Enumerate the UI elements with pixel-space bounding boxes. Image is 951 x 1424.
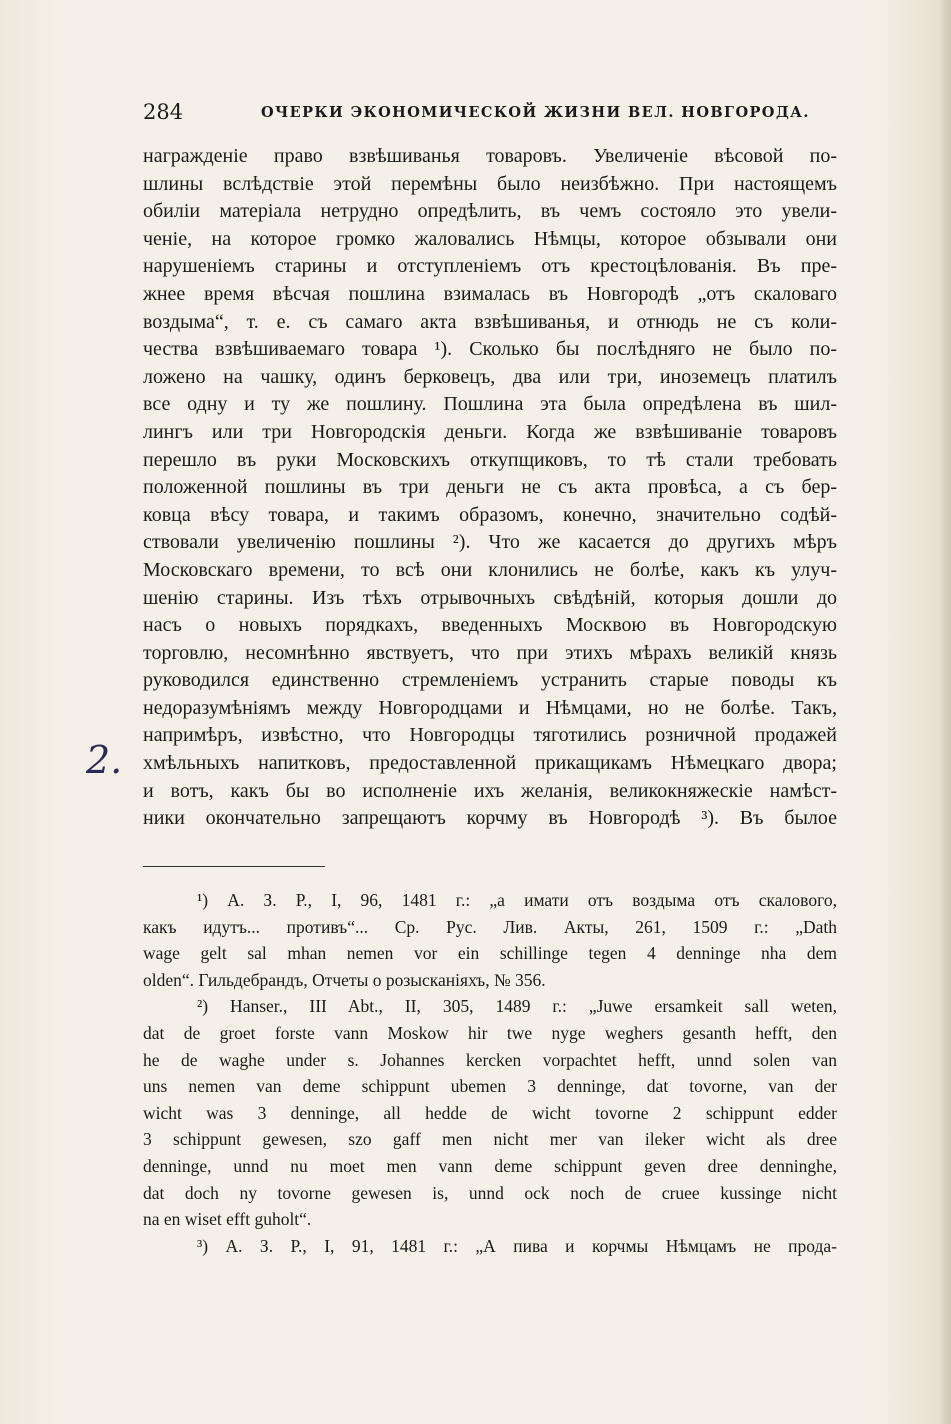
body-line: насъ о новыхъ порядкахъ, введенныхъ Москвою въ Новгородскую: [143, 614, 837, 637]
body-line: ковца вѣсу товара, и такимъ образомъ, конечно, значительно содѣй-: [143, 503, 837, 526]
body-line: ники окончательно запрещаютъ корчму въ Новгородѣ ³). Въ былое: [143, 807, 837, 830]
body-line: перешло въ руки Московскихъ откупщиковъ, то тѣ стали требовать: [143, 448, 837, 471]
body-line: торговлю, несомнѣнно явствуетъ, что при этихъ мѣрахъ великій князь: [143, 641, 837, 664]
body-line: Московскаго времени, то всѣ они клонились не болѣе, какъ къ улуч-: [143, 558, 837, 581]
footnote-line: ³) А. З. Р., I, 91, 1481 г.: „А пива и корчмы Нѣмцамъ не прода-: [197, 1235, 837, 1256]
footnote-line: dat doch ny tovorne gewesen is, unnd ock noch de cruee kussinge nicht: [143, 1182, 837, 1203]
footnote-line: he de waghe under s. Johannes kercken vorpachtet hefft, unnd solen van: [143, 1049, 837, 1070]
footnote-line: ¹) А. З. Р., I, 96, 1481 г.: „а имати отъ воздыма отъ скаловoго,: [197, 890, 837, 910]
page-edge: [937, 0, 951, 1424]
body-line: обиліи матеріала нетрудно опредѣлить, въ чемъ состояло это увели-: [143, 200, 837, 223]
body-text: [143, 143, 837, 833]
body-line: напримѣръ, извѣстно, что Новгородцы тяготились розничной продажей: [143, 724, 837, 747]
footnote-line: denninge, unnd nu moet men vann deme schippunt geven dree denninghe,: [143, 1155, 837, 1176]
page-header: [143, 98, 843, 132]
footnote-line: ²) Hanser., III Abt., II, 305, 1489 г.: „Juwe ersamkeit sall weten,: [197, 996, 837, 1017]
body-line: и вотъ, какъ бы во исполненіе ихъ желанія, великокняжескіе намѣст-: [143, 779, 837, 802]
footnote-line: 3 schippunt gewesen, szo gaff men nicht mer van ileker wicht als dree: [143, 1129, 837, 1150]
body-line: нарушеніемъ старины и отступленіемъ отъ крестоцѣлованія. Въ пре-: [143, 255, 837, 278]
body-line: недоразумѣніямъ между Новгородцами и Нѣмцами, но не болѣе. Такъ,: [143, 696, 837, 719]
body-line: жнее время вѣсчая пошлина взималась въ Новгородѣ „отъ скаловаго: [143, 282, 837, 305]
body-line: воздыма“, т. е. съ самаго акта взвѣшиванья, и отнюдь не съ коли-: [143, 310, 837, 333]
footnote-line: wage gelt sal mhan nemen vor ein schillinge tegen 4 denninge nha dem: [143, 943, 837, 964]
body-line: шенію старины. Изъ тѣхъ отрывочныхъ свѣдѣній, которыя дошли до: [143, 586, 837, 609]
marginal-handwritten-note: 2.: [86, 738, 123, 782]
body-line: положенной пошлины въ три деньги не съ акта провѣса, а съ бер-: [143, 476, 837, 499]
footnote-line: na en wiset efft guholt“.: [143, 1209, 312, 1230]
running-title: ОЧЕРКИ ЭКОНОМИЧЕСКОЙ ЖИЗНИ ВЕЛ. НОВГОРОДА.: [261, 104, 810, 121]
footnote-divider: [143, 866, 325, 867]
body-line: шлины вслѣдствіе этой перемѣны было неизбѣжно. При настоящемъ: [143, 172, 837, 195]
body-line: ложено на чашку, одинъ берковецъ, два или три, иноземецъ платилъ: [143, 365, 837, 388]
footnote-line: olden“. Гильдебрандъ, Отчеты о розысканіяхъ, № 356.: [143, 969, 546, 990]
body-line: ченіе, на которое громко жаловались Нѣмцы, которое обзывали они: [143, 227, 837, 250]
body-line: лингъ или три Новгородскія деньги. Когда же взвѣшиваніе товаровъ: [143, 420, 837, 443]
footnote-line: dat de groet forste vann Moskow hir twe nyge weghers gesanth hefft, den: [143, 1022, 837, 1043]
body-line: руководился единственно стремленіемъ устранить старые поводы къ: [143, 669, 837, 692]
body-line: хмѣльныхъ напитковъ, предоставленной прикащикамъ Нѣмецкаго двора;: [143, 752, 837, 775]
body-line: чества взвѣшиваемаго товара ¹). Сколько бы послѣдняго не было по-: [143, 338, 837, 361]
footnotes: [143, 887, 837, 1259]
footnote-line: wicht was 3 denninge, all hedde de wicht tovorne 2 schippunt edder: [143, 1102, 837, 1123]
footnote-line: какъ идутъ... противъ“... Ср. Рус. Лив. Акты, 261, 1509 г.: „Dath: [143, 916, 837, 937]
footnote-line: uns nemen van deme schippunt ubemen 3 denninge, dat tovorne, van der: [143, 1076, 837, 1097]
page-number: 284: [143, 100, 184, 124]
body-line: награжденіе право взвѣшиванья товаровъ. Увеличеніе вѣсовой по-: [143, 145, 837, 167]
body-line: все одну и ту же пошлину. Пошлина эта была опредѣлена въ шил-: [143, 393, 837, 416]
body-line: ствовали увеличенію пошлины ²). Что же касается до другихъ мѣръ: [143, 531, 837, 554]
